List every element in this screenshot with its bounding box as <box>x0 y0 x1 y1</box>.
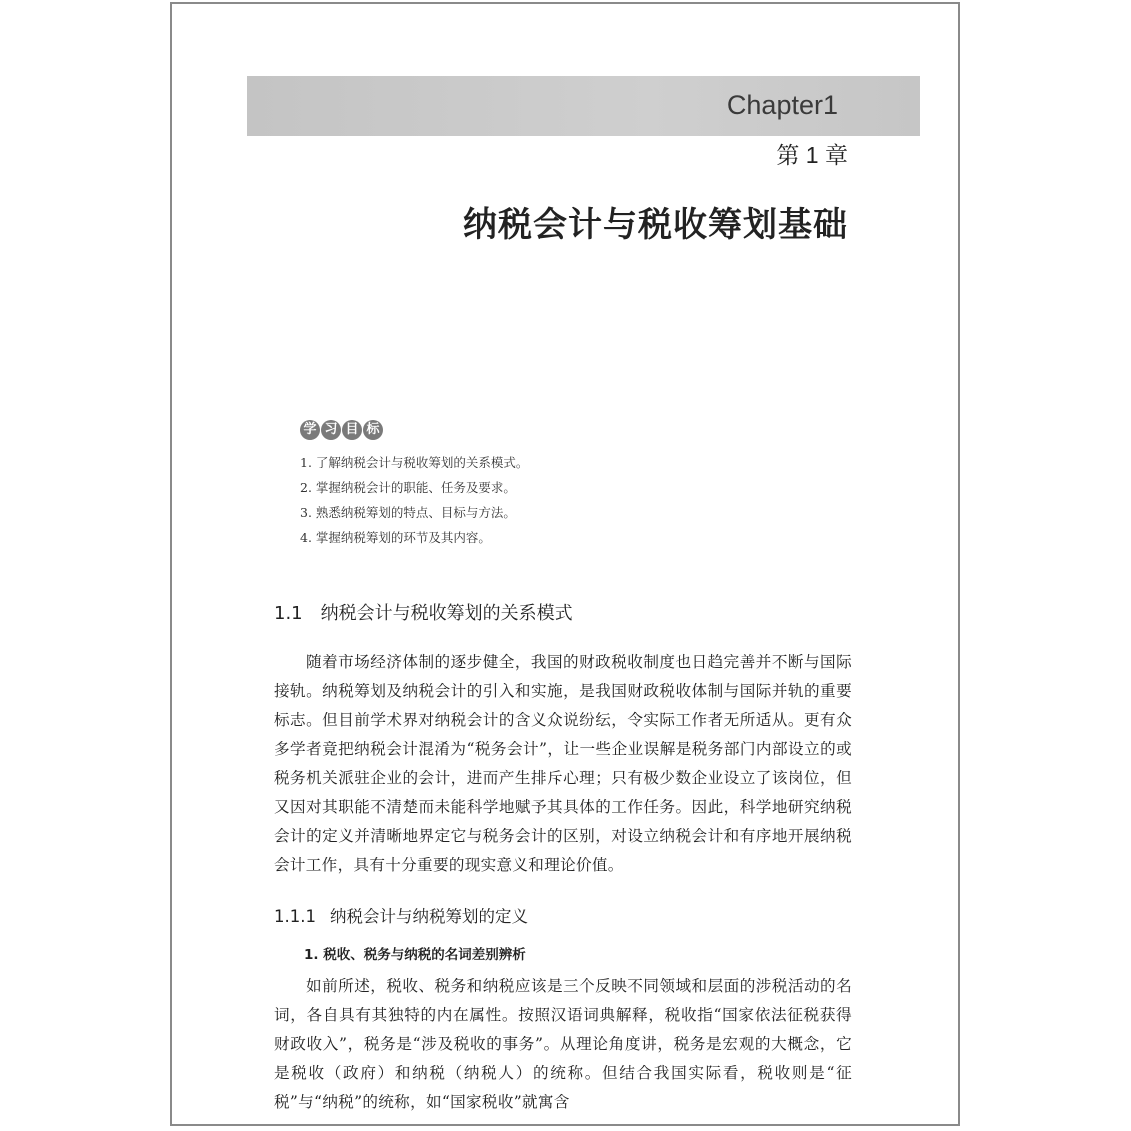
badge-char: 标 <box>363 420 383 440</box>
objective-item: 3. 熟悉纳税筹划的特点、目标与方法。 <box>300 505 516 520</box>
objective-item: 2. 掌握纳税会计的职能、任务及要求。 <box>300 480 516 495</box>
chapter-label-en: Chapter1 <box>726 90 838 120</box>
badge-char: 习 <box>321 420 341 440</box>
chapter-banner <box>247 76 920 136</box>
subsection-title: 纳税会计与纳税筹划的定义 <box>329 907 528 926</box>
learning-objectives-list <box>300 450 840 550</box>
objective-item: 1. 了解纳税会计与税收筹划的关系模式。 <box>300 455 529 470</box>
chapter-number: 第 1 章 <box>776 142 848 168</box>
subsection-heading <box>274 904 852 930</box>
subsection-number: 1.1.1 <box>274 907 316 926</box>
badge-char: 目 <box>342 420 362 440</box>
chapter-title: 纳税会计与税收筹划基础 <box>463 205 848 245</box>
learning-objectives <box>300 420 840 550</box>
section-number: 1.1 <box>274 603 303 624</box>
section-heading <box>274 600 852 628</box>
objective-item: 4. 掌握纳税筹划的环节及其内容。 <box>300 530 491 545</box>
learning-objectives-badge <box>300 420 840 442</box>
body-paragraph: 随着市场经济体制的逐步健全，我国的财政税收制度也日趋完善并不断与国际接轨。纳税筹划及纳税会计的引入和实施，是我国财政税收体制与国际并轨的重要标志。但目前学术界对纳税会计的含义众说纷纭，令实际工作者无所适从。更有众多学者竟把纳税会计混淆为“税务会计”，让一些企业误解是税务部门内部设立的或税务机关派驻企业的会计，进而产生排斥心理；只有极少数企业设立了该岗位，但又因对其职能不清楚而未能科学地赋予其具体的工作任务。因此，科学地研究纳税会计的定义并清晰地界定它与税务会计的区别，对设立纳税会计和有序地开展纳税会计工作，具有十分重要的现实意义和理论价值。 <box>274 653 852 874</box>
body-paragraph: 如前所述，税收、税务和纳税应该是三个反映不同领域和层面的涉税活动的名词，各自具有其独特的内在属性。按照汉语词典解释，税收指“国家依法征税获得财政收入”，税务是“涉及税收的事务”。从理论角度讲，税务是宏观的大概念，它是税收（政府）和纳税（纳税人）的统称。但结合我国实际看，税收则是“征税”与“纳税”的统称，如“国家税收”就寓含 <box>274 977 852 1111</box>
section-title: 纳税会计与税收筹划的关系模式 <box>320 603 573 624</box>
body-content <box>274 600 852 1117</box>
badge-char: 学 <box>300 420 320 440</box>
item-heading: 1. 税收、税务与纳税的名词差别辨析 <box>304 947 526 963</box>
